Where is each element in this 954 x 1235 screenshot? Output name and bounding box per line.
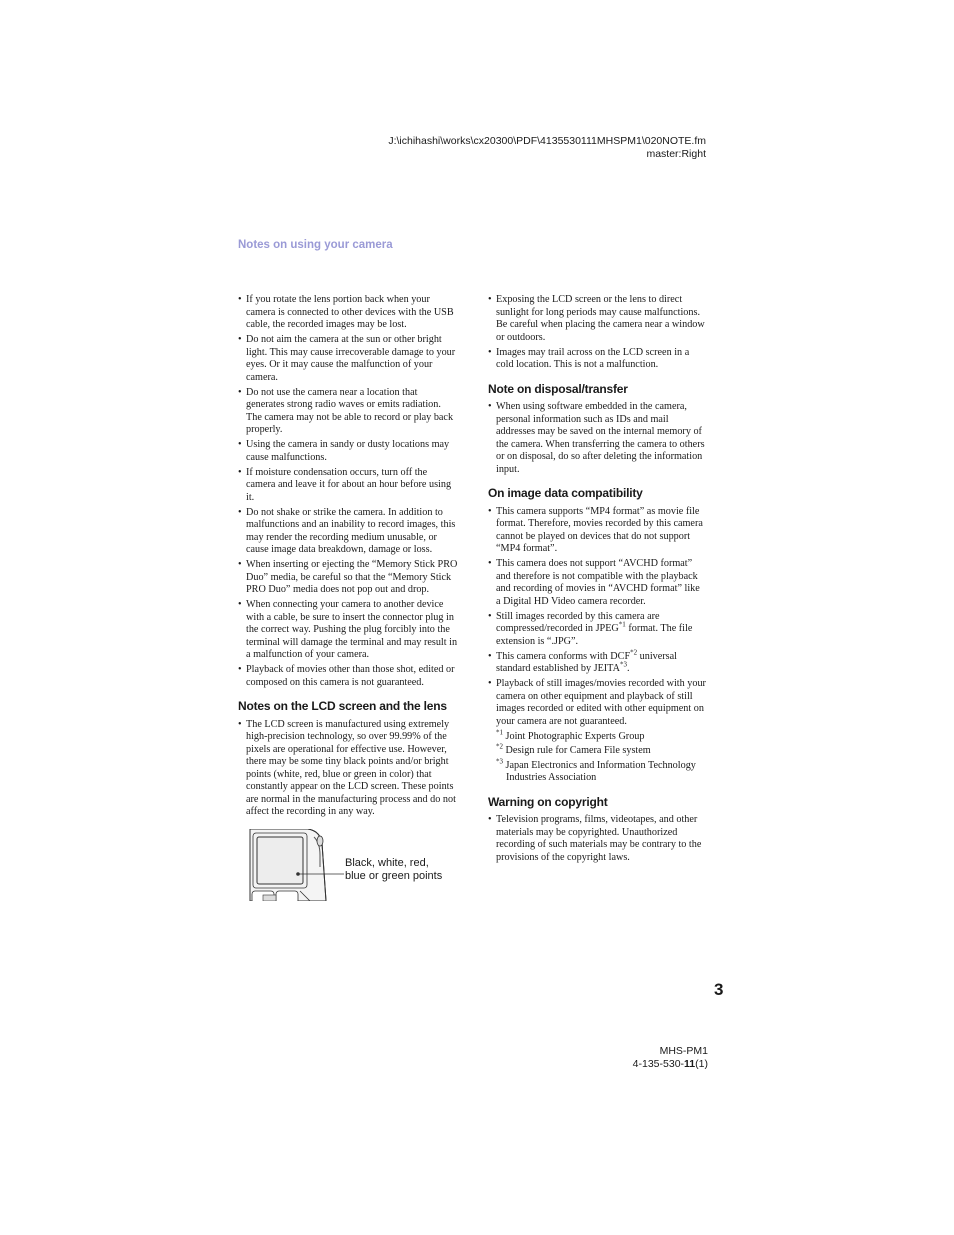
part-code	[633, 1058, 708, 1071]
footnote-text: Joint Photographic Experts Group	[503, 730, 645, 742]
list-item: • Images may trail across on the LCD screen in a cold location. This is not a malfunction.	[488, 347, 706, 372]
copyright-notes-list	[488, 814, 706, 864]
list-item-text: .	[626, 663, 630, 674]
footnote-mark: *1	[496, 728, 503, 737]
left-column	[238, 294, 458, 901]
disposal-heading: Note on disposal/transfer	[488, 381, 628, 396]
list-item: • When inserting or ejecting the “Memory Stick PRO Duo” media, be careful so that the “Memory Stick PRO Duo” media does not pop out and drop.	[238, 559, 458, 597]
list-item: • When using software embedded in the camera, personal information such as IDs and mail addresses may be saved on the internal memory of the camera. When transferring the camera to others or on disposal, do so after deleting the information input.	[488, 401, 706, 476]
list-item: • Television programs, films, videotapes, and other materials may be copyrighted. Unauthorized recording of such materials may be contrary to the provisions of the copyright laws.	[488, 814, 706, 864]
lcd-notes-list	[238, 719, 458, 819]
lcd-figure	[238, 829, 448, 901]
compatibility-heading: On image data compatibility	[488, 486, 643, 500]
footnotes	[488, 728, 706, 785]
list-item-text: Still images recorded by this camera are compressed/recorded in JPEG	[496, 610, 660, 634]
footnote	[488, 757, 706, 785]
list-item: • If you rotate the lens portion back when your camera is connected to other devices with the USB cable, the recorded images may be lost.	[238, 294, 458, 332]
list-item: • Playback of movies other than those shot, edited or composed on this camera is not guaranteed.	[238, 664, 458, 689]
list-item: • Do not shake or strike the camera. In addition to malfunctions and an inability to record images, this may render the recording medium unusable, or cause image data breakdown, damage or loss.	[238, 507, 458, 557]
footnote	[488, 728, 706, 744]
list-item: • Exposing the LCD screen or the lens to direct sunlight for long periods may cause malfunctions. Be careful when placing the camera near a window or outdoors.	[488, 294, 706, 344]
list-item-text: format. The file extension is “.JPG”.	[496, 623, 693, 647]
list-item: • This camera supports “MP4 format” as movie file format. Therefore, movies recorded by this camera cannot be played on devices that do not support “MP4 format”.	[488, 506, 706, 556]
footnote-mark: *3	[619, 660, 627, 669]
right-column	[488, 294, 706, 867]
section-title: Notes on using your camera	[238, 239, 393, 251]
copyright-heading: Warning on copyright	[488, 794, 608, 809]
general-notes-list	[238, 294, 458, 689]
file-path: J:\ichihashi\works\cx20300\PDF\4135530111MHSPM1\020NOTE.fm	[388, 135, 706, 147]
lcd-heading: Notes on the LCD screen and the lens	[238, 699, 447, 713]
document-header	[388, 135, 706, 161]
footnote-mark: *1	[618, 620, 626, 629]
document-footer	[633, 1045, 708, 1071]
footnote-text: Japan Electronics and Information Technology Industries Association	[503, 759, 696, 783]
list-item	[488, 611, 706, 649]
footnote-mark: *2	[496, 742, 503, 751]
footnote	[488, 742, 706, 758]
list-item: • If moisture condensation occurs, turn off the camera and leave it for about an hour before using it.	[238, 467, 458, 505]
master-label: master:Right	[646, 148, 706, 160]
disposal-notes-list	[488, 401, 706, 476]
page-number: 3	[714, 980, 724, 999]
list-item: • This camera does not support “AVCHD format” and therefore is not compatible with the playback and recording of movies in “AVCHD format” like a Digital HD Video camera recorder.	[488, 558, 706, 608]
list-item: • Do not use the camera near a location that generates strong radio waves or emits radiation. The camera may not be able to record or play back properly.	[238, 387, 458, 437]
list-item-text: universal standard established by JEITA	[496, 650, 677, 674]
list-item: • Playback of still images/movies recorded with your camera on other equipment and playback of still images recorded or edited with other equipment on your camera are not guaranteed.	[488, 678, 706, 728]
list-item: • The LCD screen is manufactured using extremely high-precision technology, so over 99.99% of the pixels are operational for effective use. However, there may be some tiny black points and/or bright points (white, red, blue or green in color) that constantly appear on the LCD screen. These points are normal in the manufacturing process and do not affect the recording in any way.	[238, 719, 458, 819]
part-code-prefix: 4-135-530-	[632, 1058, 685, 1070]
list-item: • Using the camera in sandy or dusty locations may cause malfunctions.	[238, 439, 458, 464]
compatibility-notes-list	[488, 506, 706, 729]
footnote-mark: *2	[630, 648, 638, 657]
list-item	[488, 648, 706, 676]
footnote-mark: *3	[496, 757, 503, 766]
footnote-text: Design rule for Camera File system	[503, 745, 651, 756]
figure-caption: Black, white, red, blue or green points	[345, 856, 443, 882]
list-item: • When connecting your camera to another device with a cable, be sure to insert the connector plug in the correct way. Pushing the plug forcibly into the terminal will damage the terminal and may result in a malfunction of your camera.	[238, 599, 458, 662]
list-item: • Do not aim the camera at the sun or other bright light. This may cause irrecoverable damage to your eyes. Or it may cause the malfunction of your camera.	[238, 334, 458, 384]
lens-notes-list	[488, 294, 706, 372]
list-item-text: This camera conforms with DCF	[496, 650, 631, 662]
part-code-bold: 11	[684, 1058, 696, 1070]
model-number: MHS-PM1	[659, 1045, 708, 1057]
part-code-suffix: (1)	[695, 1058, 708, 1070]
